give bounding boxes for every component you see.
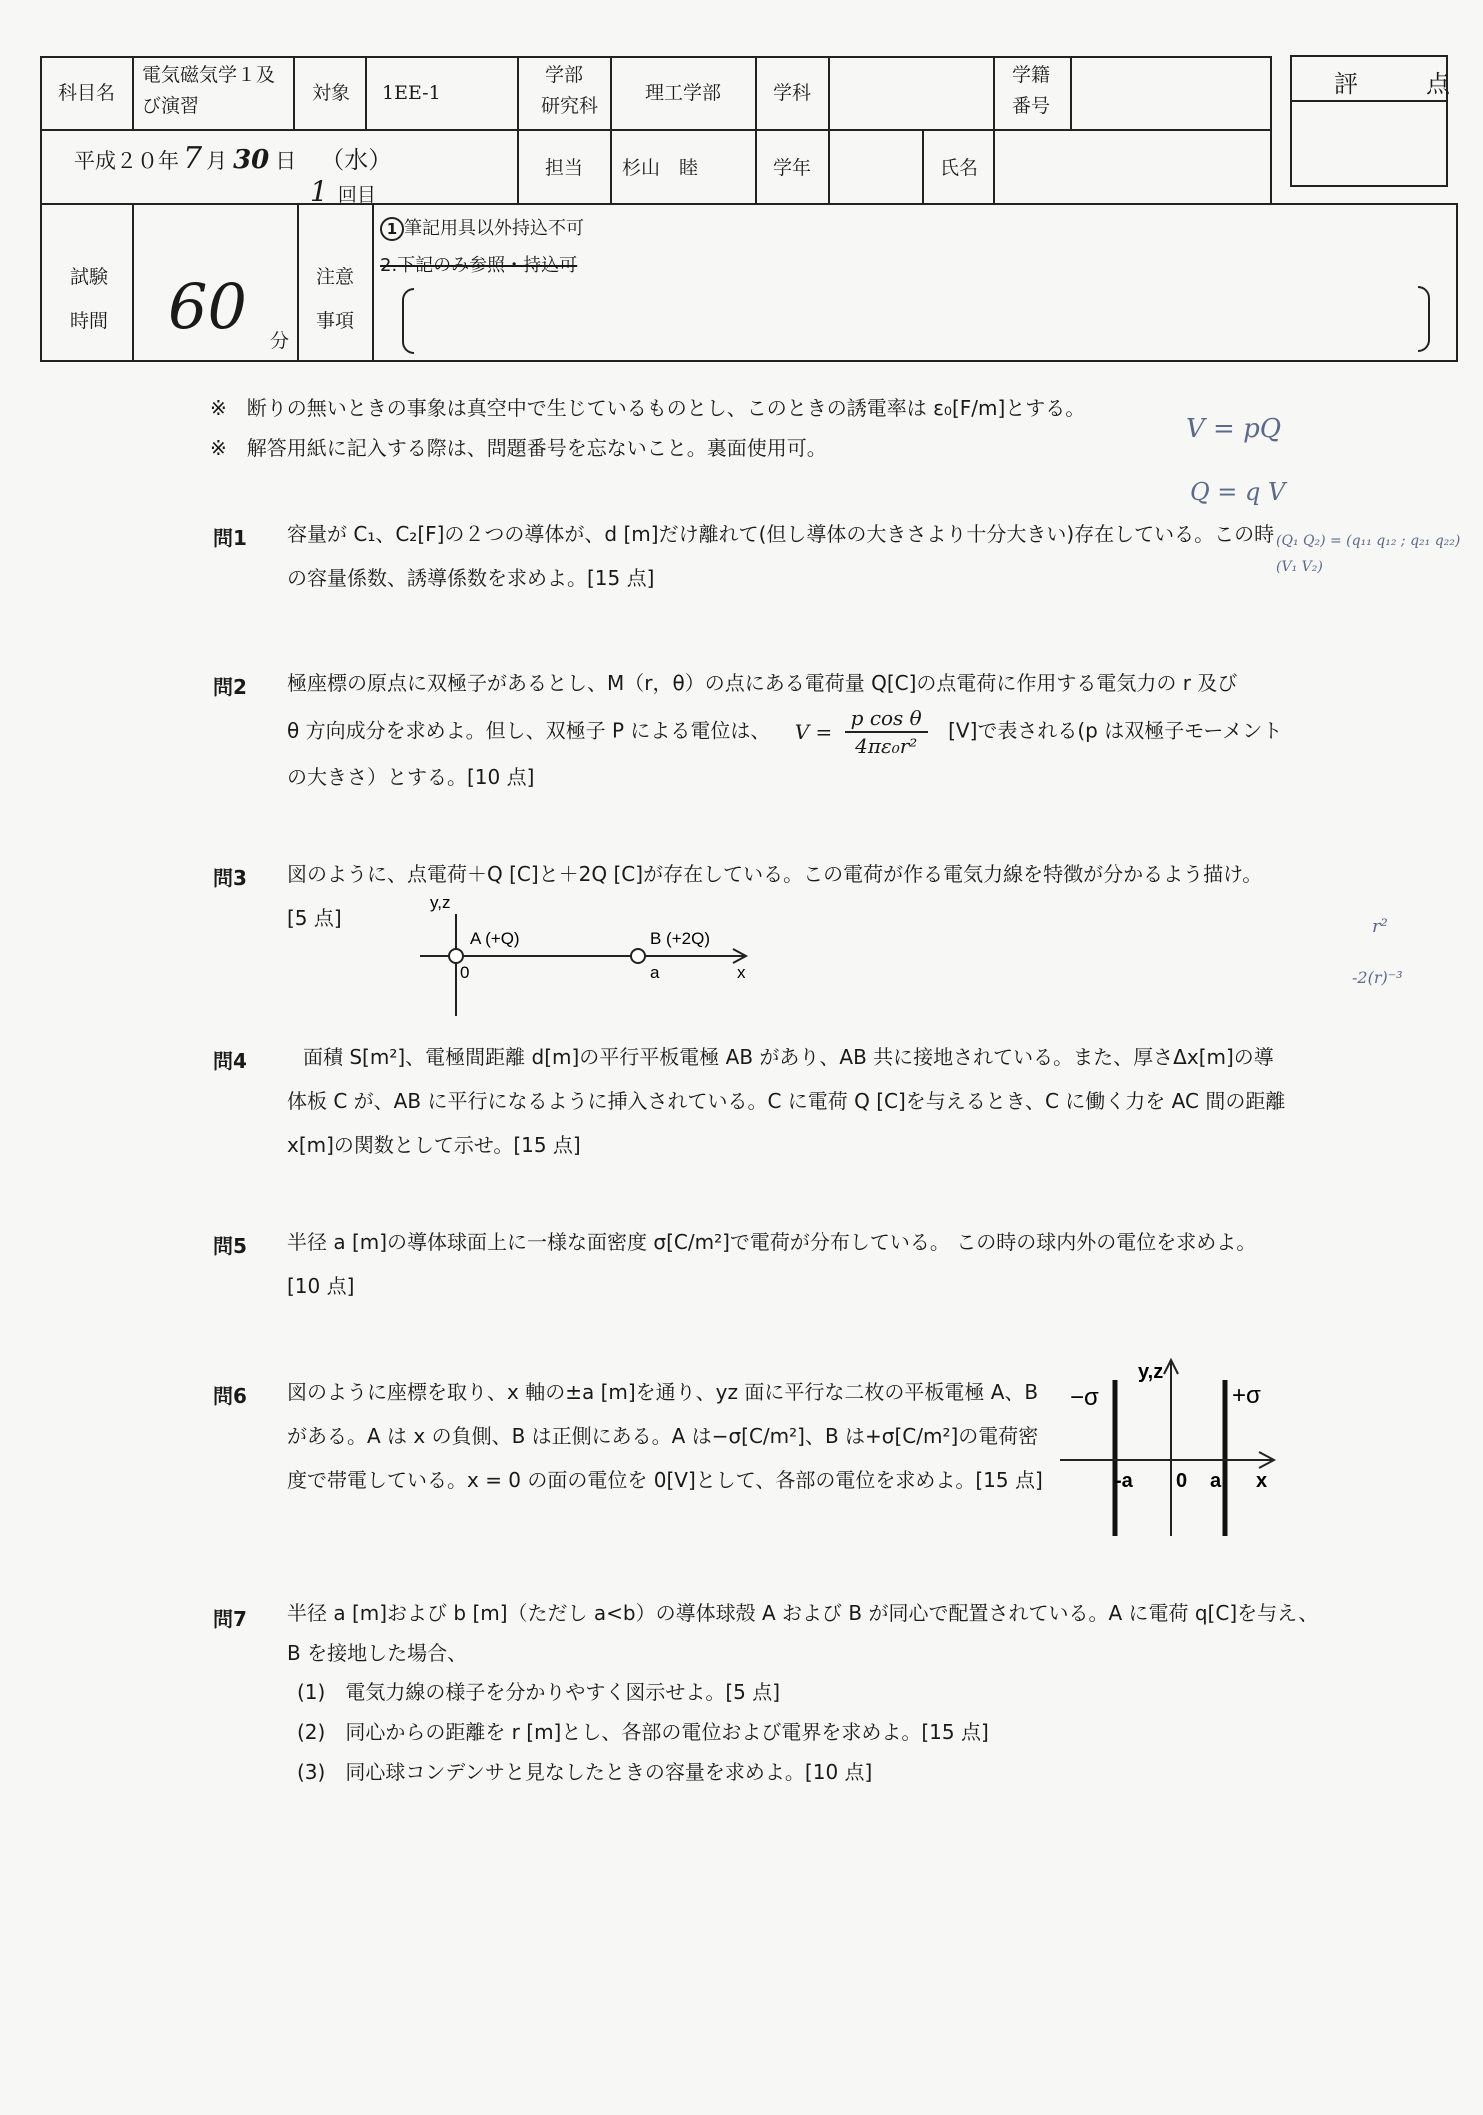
exam-time-label-line-1: 試験 xyxy=(70,266,109,288)
note-1-text: 筆記用具以外持込不可 xyxy=(404,218,584,239)
fig3-charge-a xyxy=(449,949,463,963)
question-4-text xyxy=(287,1035,1285,1167)
question-4-line-2: 体板 C が、AB に平行になるように挿入されている。C に電荷 Q [C]を与えるとき、C に働く力を AC 間の距離 xyxy=(287,1089,1286,1113)
question-2-line-2 xyxy=(287,705,1282,759)
fig3-charge-b-label: B (+2Q) xyxy=(650,929,710,948)
question-3-line-1: 図のように、点電荷＋Q [C]と＋2Q [C]が存在している。この電荷が作る電気力線を特徴が分かるよう描け。 xyxy=(287,862,1263,886)
fig3-axis-y-label: y,z xyxy=(430,893,451,912)
date-day: 30 xyxy=(233,145,270,175)
question-7-text xyxy=(287,1593,1318,1673)
figure-6 xyxy=(1060,1350,1285,1540)
grade-label: 評 点 xyxy=(1334,70,1472,98)
question-7-line-1: 半径 a [m]および b [m]（ただし a<b）の導体球殻 A および B が同心で配置されている。A に電荷 q[C]を与え、 xyxy=(287,1601,1319,1625)
formula-numerator: p cos θ xyxy=(845,705,928,733)
date-day-label: 日 xyxy=(275,149,297,173)
note-2: 2.下記のみ参照・持込可 xyxy=(380,255,578,276)
margin-eq-1: V = pQ xyxy=(1186,414,1282,444)
session-label: 回目 xyxy=(337,184,376,206)
question-1-number: 問1 xyxy=(213,526,247,550)
subject-label: 科目名 xyxy=(58,82,116,104)
exam-time-unit: 分 xyxy=(270,330,290,352)
question-6-line-3: 度で帯電している。x = 0 の面の電位を 0[V]として、各部の電位を求めよ。[15 点] xyxy=(287,1468,1043,1492)
notes-label xyxy=(316,255,354,343)
question-3-number: 問3 xyxy=(213,866,247,890)
note-bracket-left xyxy=(402,288,414,354)
formula-denominator: 4πε₀r² xyxy=(855,734,918,758)
fig6-axis-y-label: y,z xyxy=(1138,1361,1164,1383)
formula-fraction xyxy=(845,705,928,759)
question-6-text xyxy=(287,1370,1043,1502)
fig3-origin-label: 0 xyxy=(460,963,470,982)
note-bracket-right xyxy=(1418,286,1430,352)
fig6-minus-sigma-label: −σ xyxy=(1070,1384,1099,1411)
question-5-line-1: 半径 a [m]の導体球面上に一様な面密度 σ[C/m²]で電荷が分布している。 この時の球内外の電位を求めよ。 xyxy=(287,1230,1257,1254)
subject-value-line-2: び演習 xyxy=(142,94,200,117)
dipole-formula xyxy=(795,705,928,759)
question-2-text xyxy=(287,661,1282,799)
faculty-label-line-1: 学部 xyxy=(545,64,584,86)
question-6-line-2: がある。A は x の負側、B は正側にある。A は−σ[C/m²]、B は+σ[C/m²]の電荷密 xyxy=(287,1424,1039,1448)
fig6-plus-sigma-label: +σ xyxy=(1232,1382,1261,1409)
faculty-label xyxy=(541,62,598,119)
margin-matrix: (Q₁ Q₂) = (q₁₁ q₁₂ ; q₂₁ q₂₂)(V₁ V₂) xyxy=(1276,533,1461,575)
question-2-line-1: 極座標の原点に双極子があるとし、M（r，θ）の点にある電荷量 Q[C]の点電荷に作用する電気力の r 及び xyxy=(287,671,1238,695)
fig3-charge-a-label: A (+Q) xyxy=(470,929,520,948)
student-id-label xyxy=(1012,62,1050,119)
fig3-tick-a-label: a xyxy=(650,963,660,982)
question-5-number: 問5 xyxy=(213,1234,247,1258)
date-month: 7 xyxy=(183,141,203,176)
question-2-formula-after: [V]で表される(p は双極子モーメント xyxy=(948,718,1283,743)
dept-label: 学科 xyxy=(773,82,812,104)
question-7-number: 問7 xyxy=(213,1607,247,1631)
exam-time-label xyxy=(70,255,108,343)
date-weekday: （水） xyxy=(320,146,393,174)
question-7-line-2: B を接地した場合、 xyxy=(287,1641,468,1665)
student-id-label-line-1: 学籍 xyxy=(1012,64,1051,86)
note-1-number: 1 xyxy=(380,217,404,241)
question-5-text xyxy=(287,1220,1256,1308)
question-1-line-2: の容量係数、誘導係数を求めよ。[15 点] xyxy=(287,566,655,590)
note-1 xyxy=(380,216,584,241)
subject-value-line-1: 電気磁気学１及 xyxy=(142,64,276,86)
question-2-line-2-text: θ 方向成分を求めよ。但し、双極子 P による電位は、 xyxy=(287,718,771,743)
notes-label-line-2: 事項 xyxy=(316,310,355,332)
faculty-label-line-2: 研究科 xyxy=(541,94,599,117)
teacher-value: 杉山 睦 xyxy=(622,157,699,179)
fig6-origin-label: 0 xyxy=(1176,1470,1188,1492)
fig3-charge-b xyxy=(631,949,645,963)
date-prefix: 平成２０年 xyxy=(74,149,179,173)
margin-eq-2: Q = q V xyxy=(1190,478,1286,506)
notice-2: ※ 解答用紙に記入する際は、問題番号を忘ないこと。裏面使用可。 xyxy=(210,436,827,460)
question-7-sub-3: (3) 同心球コンデンサと見なしたときの容量を求めよ。[10 点] xyxy=(297,1760,873,1784)
subject-value xyxy=(142,62,275,119)
fig6-axis-x-label: x xyxy=(1256,1470,1268,1492)
question-7-sub-1: (1) 電気力線の様子を分かりやすく図示せよ。[5 点] xyxy=(297,1680,781,1704)
formula-lhs: V = xyxy=(794,720,833,744)
session xyxy=(310,172,376,211)
notice-1: ※ 断りの無いときの事象は真空中で生じているものとし、このときの誘電率は ε₀[F/m]とする。 xyxy=(210,396,1086,420)
question-3-line-2: [5 点] xyxy=(287,906,342,930)
session-number: 1 xyxy=(310,175,328,208)
question-6-number: 問6 xyxy=(213,1384,247,1408)
name-label: 氏名 xyxy=(940,157,979,179)
margin-r-note-2: -2(r)⁻³ xyxy=(1352,968,1403,987)
notes-label-line-1: 注意 xyxy=(316,266,355,288)
question-2-number: 問2 xyxy=(213,675,247,699)
figure-3 xyxy=(400,884,780,1024)
exam-time-label-line-2: 時間 xyxy=(70,310,109,332)
question-4-line-1: 面積 S[m²]、電極間距離 d[m]の平行平板電極 AB があり、AB 共に接地されている。また、厚さΔx[m]の導 xyxy=(303,1045,1274,1069)
fig3-axis-x-label: x xyxy=(737,963,746,982)
margin-r-note-1: r² xyxy=(1372,916,1388,937)
target-label: 対象 xyxy=(312,82,351,104)
question-4-number: 問4 xyxy=(213,1049,247,1073)
target-value: 1EE-1 xyxy=(382,82,441,104)
question-1-line-1: 容量が C₁、C₂[F]の２つの導体が、d [m]だけ離れて(但し導体の大きさより十分大きい)存在している。この時 xyxy=(287,522,1275,546)
fig6-tick-a-label: a xyxy=(1210,1470,1222,1492)
fig6-tick-neg-a-label: -a xyxy=(1115,1470,1133,1492)
faculty-value: 理工学部 xyxy=(645,82,722,104)
teacher-label: 担当 xyxy=(545,157,584,179)
year-label: 学年 xyxy=(773,157,812,179)
student-id-label-line-2: 番号 xyxy=(1012,94,1051,117)
question-1-text xyxy=(287,512,1274,600)
question-5-line-2: [10 点] xyxy=(287,1274,355,1298)
question-4-line-3: x[m]の関数として示せ。[15 点] xyxy=(287,1133,581,1157)
question-6-line-1: 図のように座標を取り、x 軸の±a [m]を通り、yz 面に平行な二枚の平板電極 A、B xyxy=(287,1380,1039,1404)
date-month-label: 月 xyxy=(206,149,228,173)
question-2-line-3: の大きさ）とする。[10 点] xyxy=(287,765,535,789)
question-7-sub-2: (2) 同心からの距離を r [m]とし、各部の電位および電界を求めよ。[15 点] xyxy=(297,1720,989,1744)
exam-time-value: 60 xyxy=(168,270,247,343)
